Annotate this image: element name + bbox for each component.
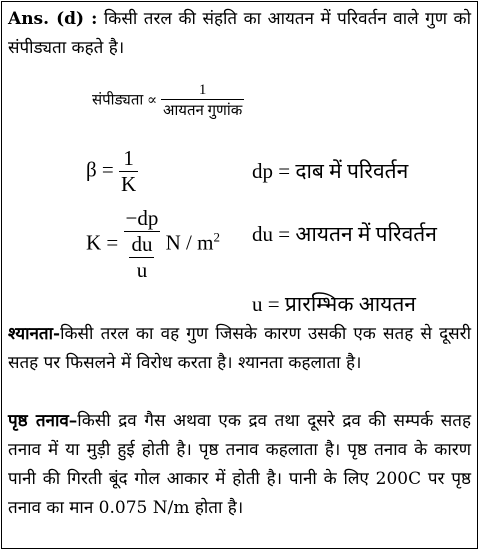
answer-box <box>1 1 478 549</box>
compressibility-numerator: 1 <box>198 82 207 98</box>
du-definition: du = आयतन में परिवर्तन <box>252 222 437 246</box>
compressibility-denominator: आयतन गुणांक <box>161 99 244 120</box>
answer-text: किसी तरल की संहति का आयतन में परिवर्तन वाले गुण को संपीड्यता कहते है। <box>8 9 472 58</box>
k-numerator: −dp <box>125 206 159 230</box>
k-inner-fraction <box>129 232 154 283</box>
viscosity-paragraph <box>8 320 471 378</box>
compressibility-formula <box>92 82 244 120</box>
answer-label: Ans. (d) : <box>8 9 98 29</box>
beta-formula <box>86 146 138 197</box>
beta-fraction <box>119 146 138 197</box>
dp-definition: dp = दाब में परिवर्तन <box>252 159 409 183</box>
k-unit-exponent: 2 <box>213 229 220 245</box>
viscosity-text: किसी तरल का वह गुण जिसके कारण उसकी एक सतह से दूसरी सतह पर फिसलने में विरोध करता है। श्यानता कहलाता है। <box>8 324 471 373</box>
beta-lhs: β = <box>86 157 114 182</box>
beta-numerator: 1 <box>123 146 134 170</box>
viscosity-term: श्यानता- <box>8 324 61 344</box>
compressibility-lhs: संपीड्यता ∝ <box>92 92 158 109</box>
beta-denominator: K <box>121 172 137 196</box>
k-lhs: K = <box>86 230 119 255</box>
k-fraction <box>124 206 161 283</box>
surface-tension-term: पृष्ठ तनाव– <box>8 411 78 431</box>
k-unit: N / m <box>165 230 214 255</box>
k-inner-denominator: u <box>129 257 154 283</box>
answer-paragraph <box>8 5 471 63</box>
u-definition: u = प्रारम्भिक आयतन <box>252 292 416 316</box>
k-formula <box>86 206 220 283</box>
compressibility-fraction <box>161 82 244 120</box>
surface-tension-paragraph <box>8 407 471 523</box>
k-inner-numerator: du <box>131 232 153 256</box>
surface-tension-text: किसी द्रव गैस अथवा एक द्रव तथा दूसरे द्रव की सम्पर्क सतह तनाव में या मुड़ी हुई होती है। पृष्ठ तनाव कहलाता है। पृष्ठ तनाव के कारण पानी की गिरती बूंद गोल आकार में होती है। पानी के लिए 200C पर पृष्ठ तनाव का मान 0.075 N/m होता है। <box>8 411 471 518</box>
k-denominator <box>124 231 161 283</box>
